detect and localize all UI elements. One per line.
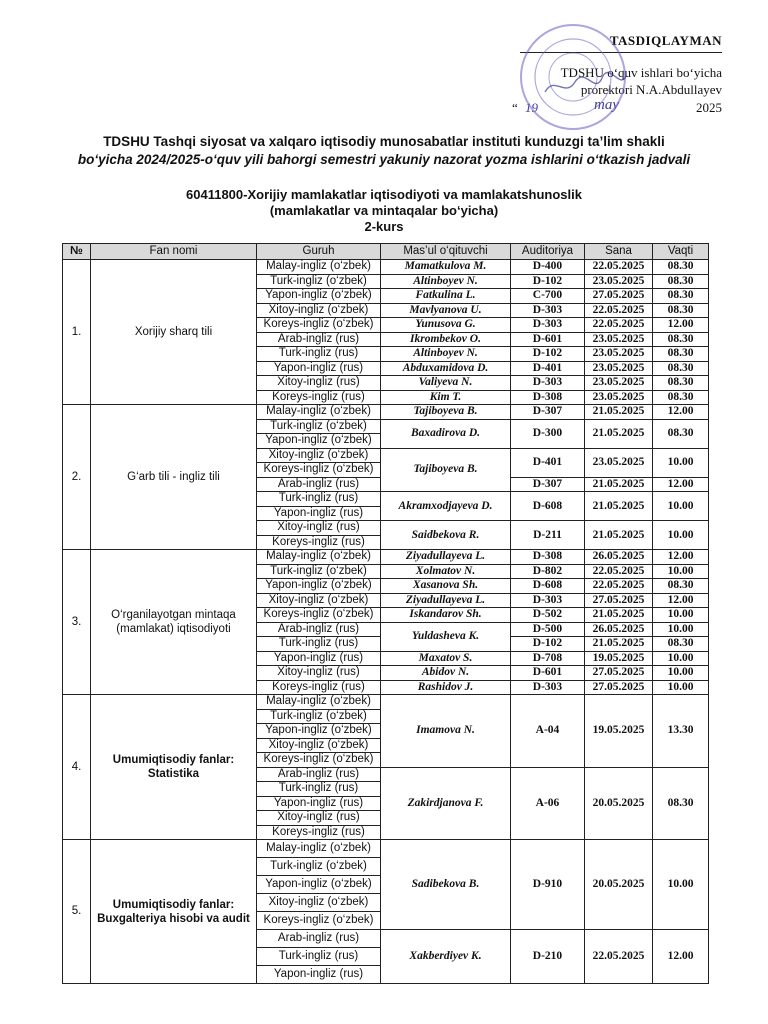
room-cell: D-601 xyxy=(511,332,585,347)
subject-number: 3. xyxy=(63,550,91,695)
time-cell: 12.00 xyxy=(653,930,709,984)
time-cell: 10.00 xyxy=(653,840,709,930)
time-cell: 10.00 xyxy=(653,492,709,521)
room-cell: D-303 xyxy=(511,593,585,608)
teacher-cell: Zakirdjanova F. xyxy=(381,767,511,840)
group-cell: Xitoy-ingliz (o‘zbek) xyxy=(257,738,381,753)
program-title-line2: (mamlakatlar va mintaqalar bo‘yicha) xyxy=(269,203,499,218)
time-cell: 08.30 xyxy=(653,579,709,594)
group-cell: Xitoy-ingliz (rus) xyxy=(257,666,381,681)
room-cell: A-06 xyxy=(511,767,585,840)
time-cell: 08.30 xyxy=(653,376,709,391)
time-cell: 10.00 xyxy=(653,666,709,681)
time-cell: 10.00 xyxy=(653,521,709,550)
room-cell: D-308 xyxy=(511,390,585,405)
group-cell: Yapon-ingliz (rus) xyxy=(257,361,381,376)
time-cell: 10.00 xyxy=(653,564,709,579)
time-cell: 08.30 xyxy=(653,289,709,304)
exam-schedule-table xyxy=(62,243,709,984)
time-cell: 10.00 xyxy=(653,448,709,477)
room-cell: D-802 xyxy=(511,564,585,579)
date-cell: 23.05.2025 xyxy=(585,361,653,376)
group-cell: Malay-ingliz (o‘zbek) xyxy=(257,405,381,420)
date-cell: 21.05.2025 xyxy=(585,492,653,521)
time-cell: 12.00 xyxy=(653,477,709,492)
group-cell: Malay-ingliz (o‘zbek) xyxy=(257,260,381,275)
approval-name-line: prorektori N.A.Abdullayev xyxy=(580,82,722,97)
teacher-cell: Kim T. xyxy=(381,390,511,405)
date-cell: 23.05.2025 xyxy=(585,274,653,289)
date-cell: 22.05.2025 xyxy=(585,303,653,318)
table-row xyxy=(63,840,709,858)
room-cell: D-307 xyxy=(511,477,585,492)
group-cell: Koreys-ingliz (rus) xyxy=(257,680,381,695)
group-cell: Turk-ingliz (rus) xyxy=(257,782,381,797)
time-cell: 12.00 xyxy=(653,593,709,608)
teacher-cell: Akramxodjayeva D. xyxy=(381,492,511,521)
document-title-line2: bo‘yicha 2024/2025-o‘quv yili bahorgi semestri yakuniy nazorat yozma ishlarini o‘tkazish jadvali xyxy=(77,152,691,167)
room-cell: D-502 xyxy=(511,608,585,623)
date-cell: 27.05.2025 xyxy=(585,593,653,608)
time-cell: 08.30 xyxy=(653,637,709,652)
approval-underline xyxy=(520,52,722,53)
room-cell: C-700 xyxy=(511,289,585,304)
date-cell: 20.05.2025 xyxy=(585,840,653,930)
room-cell: D-601 xyxy=(511,666,585,681)
group-cell: Yapon-ingliz (o‘zbek) xyxy=(257,724,381,739)
group-cell: Turk-ingliz (o‘zbek) xyxy=(257,709,381,724)
group-cell: Malay-ingliz (o‘zbek) xyxy=(257,840,381,858)
room-cell: D-401 xyxy=(511,448,585,477)
teacher-cell: Maxatov S. xyxy=(381,651,511,666)
teacher-cell: Fatkulina L. xyxy=(381,289,511,304)
room-cell: D-910 xyxy=(511,840,585,930)
teacher-cell: Yuldasheva K. xyxy=(381,622,511,651)
date-cell: 27.05.2025 xyxy=(585,680,653,695)
group-cell: Turk-ingliz (o‘zbek) xyxy=(257,274,381,289)
column-header: Mas’ul o‘qituvchi xyxy=(381,244,511,260)
group-cell: Turk-ingliz (rus) xyxy=(257,637,381,652)
group-cell: Xitoy-ingliz (rus) xyxy=(257,376,381,391)
date-cell: 22.05.2025 xyxy=(585,564,653,579)
date-cell: 23.05.2025 xyxy=(585,376,653,391)
teacher-cell: Ziyadullayeva L. xyxy=(381,593,511,608)
date-cell: 21.05.2025 xyxy=(585,477,653,492)
date-cell: 21.05.2025 xyxy=(585,419,653,448)
time-cell: 08.30 xyxy=(653,332,709,347)
group-cell: Xitoy-ingliz (rus) xyxy=(257,521,381,536)
teacher-cell: Baxadirova D. xyxy=(381,419,511,448)
subject-name: Umumiqtisodiy fanlar: Buxgalteriya hisobi va audit xyxy=(91,840,257,984)
column-header: Auditoriya xyxy=(511,244,585,260)
teacher-cell: Abidov N. xyxy=(381,666,511,681)
teacher-cell: Xakberdiyev K. xyxy=(381,930,511,984)
table-row xyxy=(63,550,709,565)
group-cell: Xitoy-ingliz (o‘zbek) xyxy=(257,593,381,608)
column-header: Sana xyxy=(585,244,653,260)
group-cell: Yapon-ingliz (rus) xyxy=(257,966,381,984)
time-cell: 12.00 xyxy=(653,405,709,420)
approval-date-line xyxy=(512,97,722,116)
room-cell: D-210 xyxy=(511,930,585,984)
teacher-cell: Xasanova Sh. xyxy=(381,579,511,594)
group-cell: Turk-ingliz (o‘zbek) xyxy=(257,858,381,876)
subject-name: Xorijiy sharq tili xyxy=(91,260,257,405)
subject-number: 2. xyxy=(63,405,91,550)
date-cell: 22.05.2025 xyxy=(585,930,653,984)
group-cell: Arab-ingliz (rus) xyxy=(257,767,381,782)
date-cell: 27.05.2025 xyxy=(585,289,653,304)
approval-position-line: TDSHU o‘quv ishlari bo‘yicha xyxy=(560,65,722,80)
group-cell: Turk-ingliz (o‘zbek) xyxy=(257,564,381,579)
room-cell: D-401 xyxy=(511,361,585,376)
group-cell: Turk-ingliz (rus) xyxy=(257,492,381,507)
group-cell: Xitoy-ingliz (o‘zbek) xyxy=(257,303,381,318)
date-cell: 23.05.2025 xyxy=(585,448,653,477)
group-cell: Turk-ingliz (o‘zbek) xyxy=(257,419,381,434)
group-cell: Yapon-ingliz (o‘zbek) xyxy=(257,579,381,594)
group-cell: Yapon-ingliz (rus) xyxy=(257,651,381,666)
room-cell: D-102 xyxy=(511,274,585,289)
column-header: Guruh xyxy=(257,244,381,260)
group-cell: Arab-ingliz (rus) xyxy=(257,930,381,948)
date-cell: 22.05.2025 xyxy=(585,318,653,333)
room-cell: D-102 xyxy=(511,637,585,652)
room-cell: A-04 xyxy=(511,695,585,768)
group-cell: Yapon-ingliz (rus) xyxy=(257,796,381,811)
date-cell: 22.05.2025 xyxy=(585,260,653,275)
room-cell: D-303 xyxy=(511,318,585,333)
date-cell: 21.05.2025 xyxy=(585,405,653,420)
approval-title: TASDIQLAYMAN xyxy=(609,33,722,48)
date-cell: 27.05.2025 xyxy=(585,666,653,681)
column-header: Vaqti xyxy=(653,244,709,260)
room-cell: D-708 xyxy=(511,651,585,666)
teacher-cell: Altinboyev N. xyxy=(381,274,511,289)
teacher-cell: Sadibekova B. xyxy=(381,840,511,930)
group-cell: Arab-ingliz (rus) xyxy=(257,332,381,347)
group-cell: Turk-ingliz (rus) xyxy=(257,948,381,966)
date-cell: 21.05.2025 xyxy=(585,521,653,550)
teacher-cell: Saidbekova R. xyxy=(381,521,511,550)
teacher-cell: Mavlyanova U. xyxy=(381,303,511,318)
document-title-line1: TDSHU Tashqi siyosat va xalqaro iqtisodiy munosabatlar instituti kunduzgi ta’lim shakli xyxy=(103,134,665,149)
time-cell: 10.00 xyxy=(653,622,709,637)
table-row xyxy=(63,695,709,710)
teacher-cell: Ikrombekov O. xyxy=(381,332,511,347)
room-cell: D-500 xyxy=(511,622,585,637)
time-cell: 13.30 xyxy=(653,695,709,768)
course-label: 2-kurs xyxy=(364,219,404,234)
room-cell: D-102 xyxy=(511,347,585,362)
room-cell: D-300 xyxy=(511,419,585,448)
approval-date-quote: “ xyxy=(512,100,518,115)
room-cell: D-303 xyxy=(511,376,585,391)
group-cell: Koreys-ingliz (o‘zbek) xyxy=(257,753,381,768)
approval-date-month: may xyxy=(594,97,619,113)
room-cell: D-400 xyxy=(511,260,585,275)
group-cell: Yapon-ingliz (o‘zbek) xyxy=(257,876,381,894)
group-cell: Yapon-ingliz (rus) xyxy=(257,506,381,521)
group-cell: Koreys-ingliz (rus) xyxy=(257,825,381,840)
time-cell: 08.30 xyxy=(653,274,709,289)
teacher-cell: Xolmatov N. xyxy=(381,564,511,579)
room-cell: D-303 xyxy=(511,680,585,695)
subject-number: 4. xyxy=(63,695,91,840)
date-cell: 21.05.2025 xyxy=(585,637,653,652)
time-cell: 08.30 xyxy=(653,767,709,840)
group-cell: Malay-ingliz (o‘zbek) xyxy=(257,550,381,565)
table-row xyxy=(63,260,709,275)
time-cell: 08.30 xyxy=(653,303,709,318)
date-cell: 19.05.2025 xyxy=(585,695,653,768)
group-cell: Koreys-ingliz (rus) xyxy=(257,535,381,550)
time-cell: 10.00 xyxy=(653,651,709,666)
approval-date-year: 2025 xyxy=(696,100,722,115)
subject-name: Umumiqtisodiy fanlar: Statistika xyxy=(91,695,257,840)
room-cell: D-303 xyxy=(511,303,585,318)
teacher-cell: Tajiboyeva B. xyxy=(381,448,511,492)
teacher-cell: Altinboyev N. xyxy=(381,347,511,362)
teacher-cell: Mamatkulova M. xyxy=(381,260,511,275)
date-cell: 23.05.2025 xyxy=(585,347,653,362)
teacher-cell: Ziyadullayeva L. xyxy=(381,550,511,565)
time-cell: 12.00 xyxy=(653,318,709,333)
group-cell: Malay-ingliz (o‘zbek) xyxy=(257,695,381,710)
date-cell: 20.05.2025 xyxy=(585,767,653,840)
group-cell: Koreys-ingliz (o‘zbek) xyxy=(257,608,381,623)
group-cell: Arab-ingliz (rus) xyxy=(257,622,381,637)
date-cell: 19.05.2025 xyxy=(585,651,653,666)
time-cell: 12.00 xyxy=(653,550,709,565)
approval-block xyxy=(512,33,722,116)
table-header-row xyxy=(63,244,709,260)
group-cell: Koreys-ingliz (o‘zbek) xyxy=(257,463,381,478)
room-cell: D-608 xyxy=(511,579,585,594)
approval-date-day: 19 xyxy=(525,100,538,115)
time-cell: 10.00 xyxy=(653,680,709,695)
group-cell: Koreys-ingliz (o‘zbek) xyxy=(257,318,381,333)
teacher-cell: Valiyeva N. xyxy=(381,376,511,391)
room-cell: D-307 xyxy=(511,405,585,420)
group-cell: Arab-ingliz (rus) xyxy=(257,477,381,492)
time-cell: 08.30 xyxy=(653,419,709,448)
group-cell: Koreys-ingliz (rus) xyxy=(257,390,381,405)
teacher-cell: Yunusova G. xyxy=(381,318,511,333)
group-cell: Xitoy-ingliz (rus) xyxy=(257,811,381,826)
teacher-cell: Iskandarov Sh. xyxy=(381,608,511,623)
teacher-cell: Imamova N. xyxy=(381,695,511,768)
room-cell: D-608 xyxy=(511,492,585,521)
subject-name: O‘rganilayotgan mintaqa (mamlakat) iqtisodiyoti xyxy=(91,550,257,695)
subject-number: 5. xyxy=(63,840,91,984)
table-row xyxy=(63,405,709,420)
group-cell: Yapon-ingliz (o‘zbek) xyxy=(257,434,381,449)
time-cell: 10.00 xyxy=(653,608,709,623)
date-cell: 21.05.2025 xyxy=(585,608,653,623)
date-cell: 26.05.2025 xyxy=(585,622,653,637)
program-title-line1: 60411800-Xorijiy mamlakatlar iqtisodiyoti va mamlakatshunoslik xyxy=(186,187,582,202)
date-cell: 26.05.2025 xyxy=(585,550,653,565)
column-header: № xyxy=(63,244,91,260)
time-cell: 08.30 xyxy=(653,260,709,275)
group-cell: Koreys-ingliz (o‘zbek) xyxy=(257,912,381,930)
time-cell: 08.30 xyxy=(653,361,709,376)
date-cell: 23.05.2025 xyxy=(585,390,653,405)
teacher-cell: Tajiboyeva B. xyxy=(381,405,511,420)
teacher-cell: Abduxamidova D. xyxy=(381,361,511,376)
time-cell: 08.30 xyxy=(653,390,709,405)
teacher-cell: Rashidov J. xyxy=(381,680,511,695)
room-cell: D-308 xyxy=(511,550,585,565)
group-cell: Turk-ingliz (rus) xyxy=(257,347,381,362)
subject-name: G‘arb tili - ingliz tili xyxy=(91,405,257,550)
room-cell: D-211 xyxy=(511,521,585,550)
time-cell: 08.30 xyxy=(653,347,709,362)
group-cell: Yapon-ingliz (o‘zbek) xyxy=(257,289,381,304)
column-header: Fan nomi xyxy=(91,244,257,260)
subject-number: 1. xyxy=(63,260,91,405)
group-cell: Xitoy-ingliz (o‘zbek) xyxy=(257,894,381,912)
group-cell: Xitoy-ingliz (o‘zbek) xyxy=(257,448,381,463)
date-cell: 23.05.2025 xyxy=(585,332,653,347)
date-cell: 22.05.2025 xyxy=(585,579,653,594)
